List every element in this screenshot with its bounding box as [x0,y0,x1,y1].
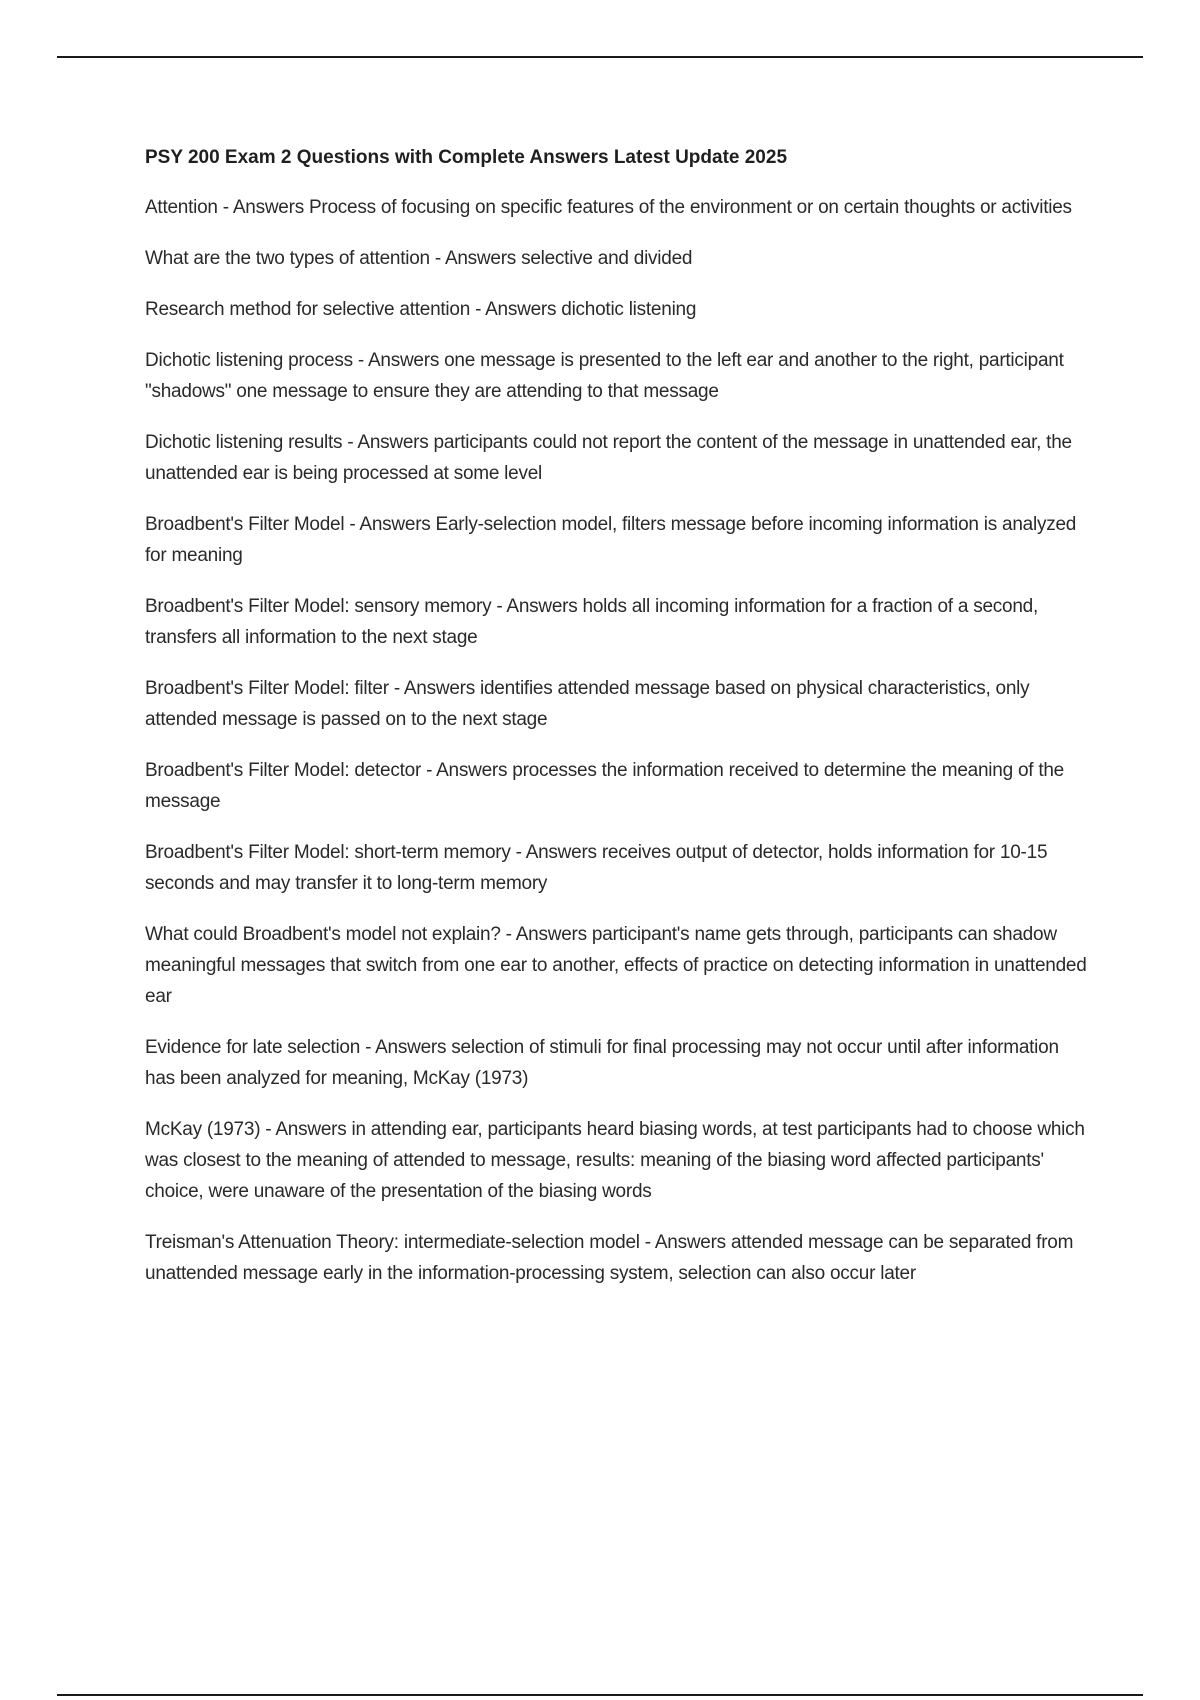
qa-item: McKay (1973) - Answers in attending ear, participants heard biasing words, at test participants had to choose which was closest to the meaning of attended to message, results: meaning of the biasing word affected participants' choice, were unaware of the presentation of the biasing words [145,1119,1085,1202]
bottom-rule [57,1694,1143,1696]
qa-item: What could Broadbent's model not explain? - Answers participant's name gets through, participants can shadow meaningful messages that switch from one ear to another, effects of practice on detecting information in unattended ear [145,924,1087,1007]
document-body [145,144,1090,1309]
top-rule [57,56,1143,58]
qa-item: Broadbent's Filter Model - Answers Early-selection model, filters message before incoming information is analyzed for meaning [145,514,1077,566]
qa-item: Attention - Answers Process of focusing on specific features of the environment or on certain thoughts or activities [145,197,1072,218]
qa-item: Evidence for late selection - Answers selection of stimuli for final processing may not occur until after information has been analyzed for meaning, McKay (1973) [145,1037,1059,1089]
qa-item: Broadbent's Filter Model: short-term memory - Answers receives output of detector, holds information for 10-15 seconds and may transfer it to long-term memory [145,842,1048,894]
qa-item: Research method for selective attention - Answers dichotic listening [145,299,697,320]
qa-item: Broadbent's Filter Model: detector - Answers processes the information received to determine the meaning of the message [145,760,1064,812]
qa-item: Treisman's Attenuation Theory: intermediate-selection model - Answers attended message can be separated from unattended message early in the information-processing system, selection can also occur later [145,1232,1074,1284]
qa-item: Broadbent's Filter Model: sensory memory - Answers holds all incoming information for a fraction of a second, transfers all information to the next stage [145,596,1039,648]
qa-item: Broadbent's Filter Model: filter - Answers identifies attended message based on physical characteristics, only attended message is passed on to the next stage [145,678,1030,730]
qa-item: What are the two types of attention - Answers selective and divided [145,248,693,269]
qa-item: Dichotic listening results - Answers participants could not report the content of the message in unattended ear, the unattended ear is being processed at some level [145,432,1072,484]
document-title: PSY 200 Exam 2 Questions with Complete Answers Latest Update 2025 [145,147,788,168]
qa-item: Dichotic listening process - Answers one message is presented to the left ear and another to the right, participant "shadows" one message to ensure they are attending to that message [145,350,1064,402]
